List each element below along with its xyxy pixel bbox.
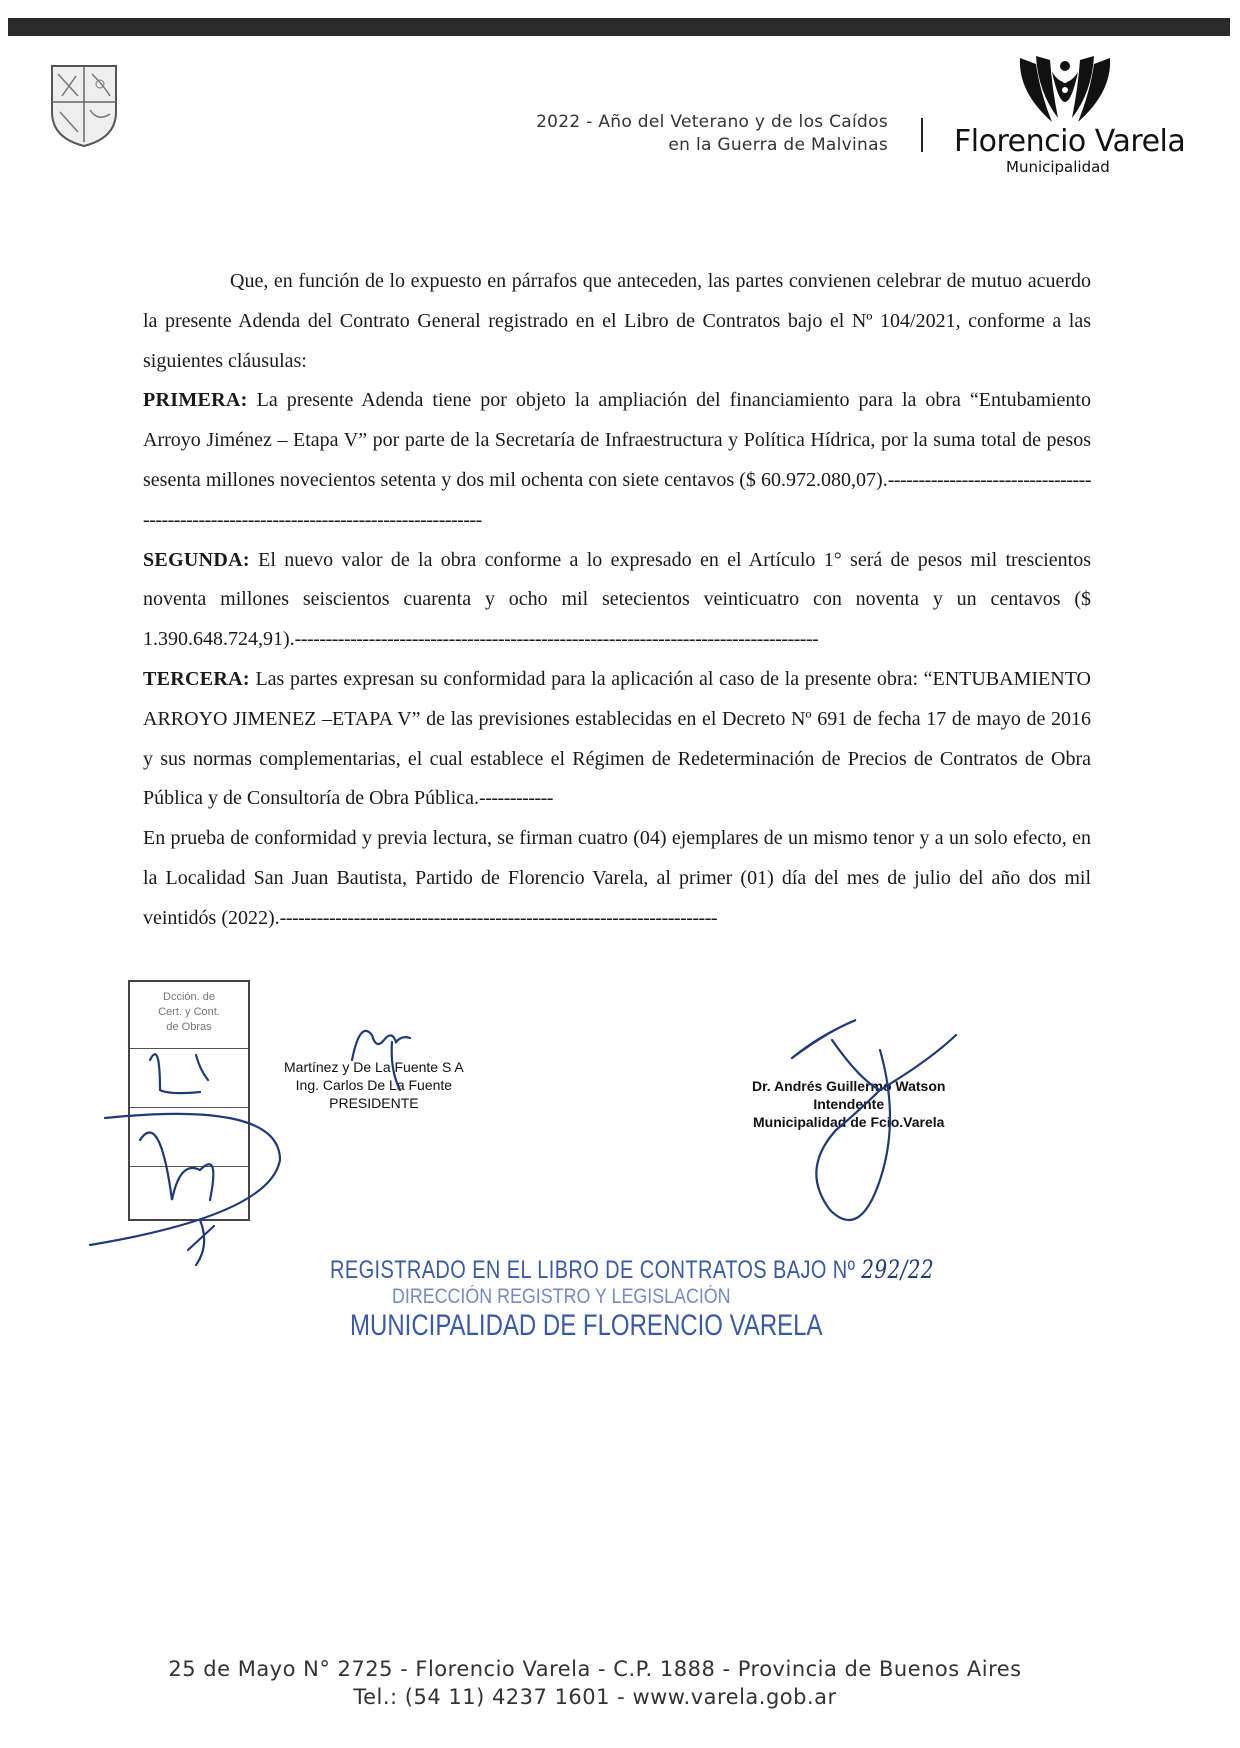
initials-box-stroke <box>90 1054 280 1265</box>
page-footer <box>0 1655 1190 1711</box>
signatory-title: PRESIDENTE <box>329 1095 419 1111</box>
registry-line-2: DIRECCIÓN REGISTRO Y LEGISLACIÓN <box>392 1285 731 1308</box>
registry-stamp <box>330 1255 1085 1343</box>
footer-address: 25 de Mayo N° 2725 - Florencio Varela - C.P. 1888 - Provincia de Buenos Aires <box>168 1657 1022 1681</box>
stamp-line-1: Dcción. de <box>163 991 215 1003</box>
signatory-entity: Municipalidad de Fcio.Varela <box>753 1114 945 1130</box>
registry-line-1 <box>330 1255 934 1285</box>
signature-left-stroke <box>352 1031 410 1090</box>
stamp-line-3: de Obras <box>166 1021 212 1033</box>
dash-filler: ------------ <box>479 787 553 810</box>
year-line-1: 2022 - Año del Veterano y de los Caídos <box>536 112 888 132</box>
clause-label: PRIMERA: <box>143 389 248 412</box>
signatory-name: Ing. Carlos De La Fuente <box>295 1077 453 1093</box>
dash-filler: ---------------------------------------------------------------------------------------- <box>143 468 1091 531</box>
clause-text: El nuevo valor de la obra conforme a lo expresado en el Artículo 1° será de pesos mil trescientos noventa millones seiscientos cuarenta y ocho mil setecientos veinticuatro con noventa y un centavos ($ 1.390.648.724,91). <box>143 548 1091 651</box>
registry-line-3: MUNICIPALIDAD DE FLORENCIO VARELA <box>350 1309 823 1342</box>
intro-paragraph: Que, en función de lo expuesto en párrafos que anteceden, las partes convienen celebrar de mutuo acuerdo la presente Adenda del Contrato General registrado en el Libro de Contratos bajo el Nº 104/2021, conforme a las siguientes cláusulas: <box>143 270 1091 372</box>
registry-number: 292/22 <box>861 1255 935 1284</box>
clause-label: TERCERA: <box>143 667 250 690</box>
year-line-2: en la Guerra de Malvinas <box>668 135 888 155</box>
signatory-name: Dr. Andrés Guillermo Watson <box>752 1078 946 1094</box>
clause-label: SEGUNDA: <box>143 548 250 571</box>
closing-text: En prueba de conformidad y previa lectura, se firman cuatro (04) ejemplares de un mismo tenor y a un solo efecto, en la Localidad San Juan Bautista, Partido de Florencio Varela, al primer (01) día del mes de julio del año dos mil veintidós (2022). <box>143 827 1091 929</box>
dash-filler: ----------------------------------------------------------------------- <box>279 906 718 929</box>
signatory-company: Martínez y De La Fuente S A <box>284 1059 464 1075</box>
signatory-title: Intendente <box>813 1096 885 1112</box>
registry-label: REGISTRADO EN EL LIBRO DE CONTRATOS BAJO Nº <box>330 1256 856 1284</box>
signature-right-stroke <box>792 1020 956 1220</box>
clause-text: Las partes expresan su conformidad para la aplicación al caso de la presente obra: “ENTUBAMIENTO ARROYO JIMENEZ –ETAPA V” de las previsiones establecidas en el Decreto Nº 691 de fecha 17 de mayo de 2016 y sus normas complementarias, el cual establece el Régimen de Redeterminación de Precios de Contratos de Obra Pública y de Consultoría de Obra Pública. <box>143 667 1091 810</box>
dash-filler: ------------------------------------------------------------------------------------- <box>294 628 819 651</box>
clause-text: La presente Adenda tiene por objeto la ampliación del financiamiento para la obra “Entubamiento Arroyo Jiménez – Etapa V” por parte de la Secretaría de Infraestructura y Política Hídrica, por la suma total de pesos sesenta millones novecientos setenta y dos mil ochenta con siete centavos ($ 60.972.080,07). <box>143 389 1091 491</box>
brand-name: Florencio Varela <box>954 124 1186 159</box>
footer-contact: Tel.: (54 11) 4237 1601 - www.varela.gob.ar <box>353 1685 837 1709</box>
stamp-line-2: Cert. y Cont. <box>158 1006 220 1018</box>
brand-subtitle: Municipalidad <box>1006 158 1110 176</box>
